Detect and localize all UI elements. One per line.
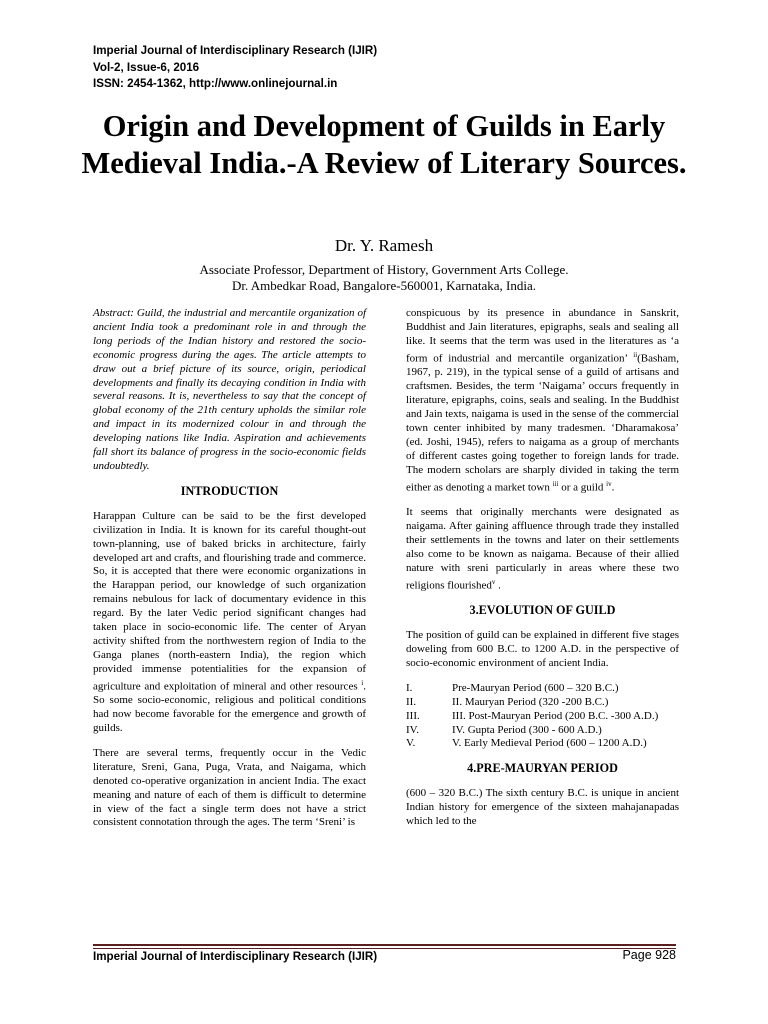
intro-paragraph-2: There are several terms, frequently occur in the Vedic literature, Sreni, Gana, Puga, Vrata, and Naigama, which denoted co-operative organization in ancient India. The exact meaning and nature of each of them is difficult to determine in view of the fact a single term does not have a strict consistent connotation through the ages. The term ‘Sreni’ is: [93, 746, 366, 829]
journal-name: Imperial Journal of Interdisciplinary Research (IJIR): [93, 44, 378, 57]
right-p1a: conspicuous by its presence in abundance in Sanskrit, Buddhist and Jain literatures, epigraphs, seals and sealing all like. It seems that the term was used in the literatures as ‘a form of industrial and mercantile organization’: [406, 307, 679, 365]
right-p2-end: .: [495, 579, 501, 592]
left-column: [93, 307, 366, 841]
right-column: [406, 307, 679, 840]
abstract: Abstract: Guild, the industrial and mercantile organization of ancient India took a predominant role in and through the long periods of the Indian history and restored the socio-economic progress during the ages. The article attempts to draw out a brief picture of its source, origin, periodical developments and finally its decaying condition in India with several reasons. It is, nevertheless to say that the concept of global economy of the 21th century upholds the similar role and impact in its modernized colour in and through the developing nations like India. Aspiration and achievements fall short its balance of progress in the socio-economic fields undoubtedly.: [93, 307, 366, 472]
footnote-ref: v: [491, 577, 496, 586]
footnote-ref: i: [361, 678, 364, 687]
list-item: [406, 710, 679, 724]
footnote-ref: iii: [552, 479, 559, 488]
list-number: II.: [406, 695, 417, 708]
right-p2-text: It seems that originally merchants were designated as naigama. After gaining affluence through trade they installed their settlements in the towns and later on their settlements also come to be known as naigama. Because of their allied nature with sreni particularly in areas where these two religions flourished: [406, 506, 679, 592]
evolution-paragraph: The position of guild can be explained in different five stages doweling from 600 B.C. to 1200 A.D. in the perspective of socio-economic environment of ancient India.: [406, 629, 679, 669]
evolution-heading: 3.EVOLUTION OF GUILD: [469, 603, 616, 618]
introduction-heading: INTRODUCTION: [180, 483, 279, 498]
period-list: [406, 682, 679, 752]
list-item: [406, 696, 679, 710]
journal-header: [93, 43, 377, 93]
list-number: V.: [406, 737, 416, 750]
footnote-ref: iv: [606, 479, 612, 488]
list-text: II. Mauryan Period (320 -200 B.C.): [452, 695, 609, 708]
right-p1d: .: [611, 481, 615, 494]
affiliation-line-2: Dr. Ambedkar Road, Bangalore-560001, Karnataka, India.: [232, 278, 536, 293]
footer-rule: [93, 944, 676, 949]
pre-mauryan-paragraph: (600 – 320 B.C.) The sixth century B.C. is unique in ancient Indian history for emergence of the sixteen mahajanapadas which led to the: [406, 787, 679, 828]
journal-volume: Vol-2, Issue-6, 2016: [93, 60, 200, 74]
list-item: [406, 682, 679, 696]
page-number: Page 928: [622, 948, 676, 962]
footnote-ref: ii: [633, 350, 638, 359]
pre-mauryan-heading: 4.PRE-MAURYAN PERIOD: [467, 761, 618, 776]
author-affiliation: [0, 262, 768, 294]
list-text: III. Post-Mauryan Period (200 B.C. -300 A.D.): [452, 709, 659, 722]
intro-p1-text: Harappan Culture can be said to be the first developed civilization in India. It is known for its careful thought-out town-planning, use of baked bricks in architecture, fairly developed art and crafts, and flourishing trade and commerce. So, it is accepted that there were economic organizations in the Harappan period, our knowledge of such organization remains nebulous for lack of documentary evidence in this regard. By the later Vedic period significant changes had taken place in socio-economic life. The center of Aryan activity shifted from the northwestern region of India to the Ganga planes (north-eastern India), the region which provided immense potentialities for the expansion of agriculture and exploitation of mineral and other resources: [93, 509, 366, 693]
author-name: Dr. Y. Ramesh: [334, 236, 434, 255]
right-paragraph-2: [406, 506, 679, 593]
list-number: I.: [406, 681, 413, 694]
paper-title: Origin and Development of Guilds in Early Medieval India.-A Review of Literary Sources.: [81, 109, 687, 180]
intro-paragraph-1: [93, 510, 366, 736]
list-text: V. Early Medieval Period (600 – 1200 A.D.): [452, 737, 647, 750]
right-paragraph-1: [406, 307, 679, 495]
list-text: IV. Gupta Period (300 - 600 A.D.): [452, 723, 602, 736]
list-number: IV.: [406, 723, 419, 736]
list-number: III.: [406, 709, 420, 722]
affiliation-line-1: Associate Professor, Department of History, Government Arts College.: [199, 262, 569, 277]
journal-issn: ISSN: 2454-1362, http://www.onlinejournal.in: [93, 77, 338, 90]
right-p1b: (Basham, 1967, p. 219), in the typical sense of a guild of artisans and craftsmen. Besides, the term ‘Naigama’ occurs frequently in literature, epigraphs, coins, seals and sealing. In the Buddhist and Jain texts, naigama is used in the sense of the commercial town center inhibited by many tradesmen. ‘Dharamakosa’ (ed. Joshi, 1945), refers to naigama as a group of merchants of different castes going together to foreign lands for trade. The modern scholars are sharply divided in taking the term either as denoting a market town: [406, 352, 679, 494]
footer-journal: Imperial Journal of Interdisciplinary Research (IJIR): [93, 950, 378, 963]
list-item: [406, 724, 679, 738]
right-p1c: or a guild: [558, 481, 604, 494]
list-text: Pre-Mauryan Period (600 – 320 B.C.): [452, 681, 619, 694]
list-item: [406, 737, 679, 751]
intro-p1-end: . So some socio-economic, religious and political conditions had now become favorable for the emergence and growth of guilds.: [93, 680, 366, 735]
